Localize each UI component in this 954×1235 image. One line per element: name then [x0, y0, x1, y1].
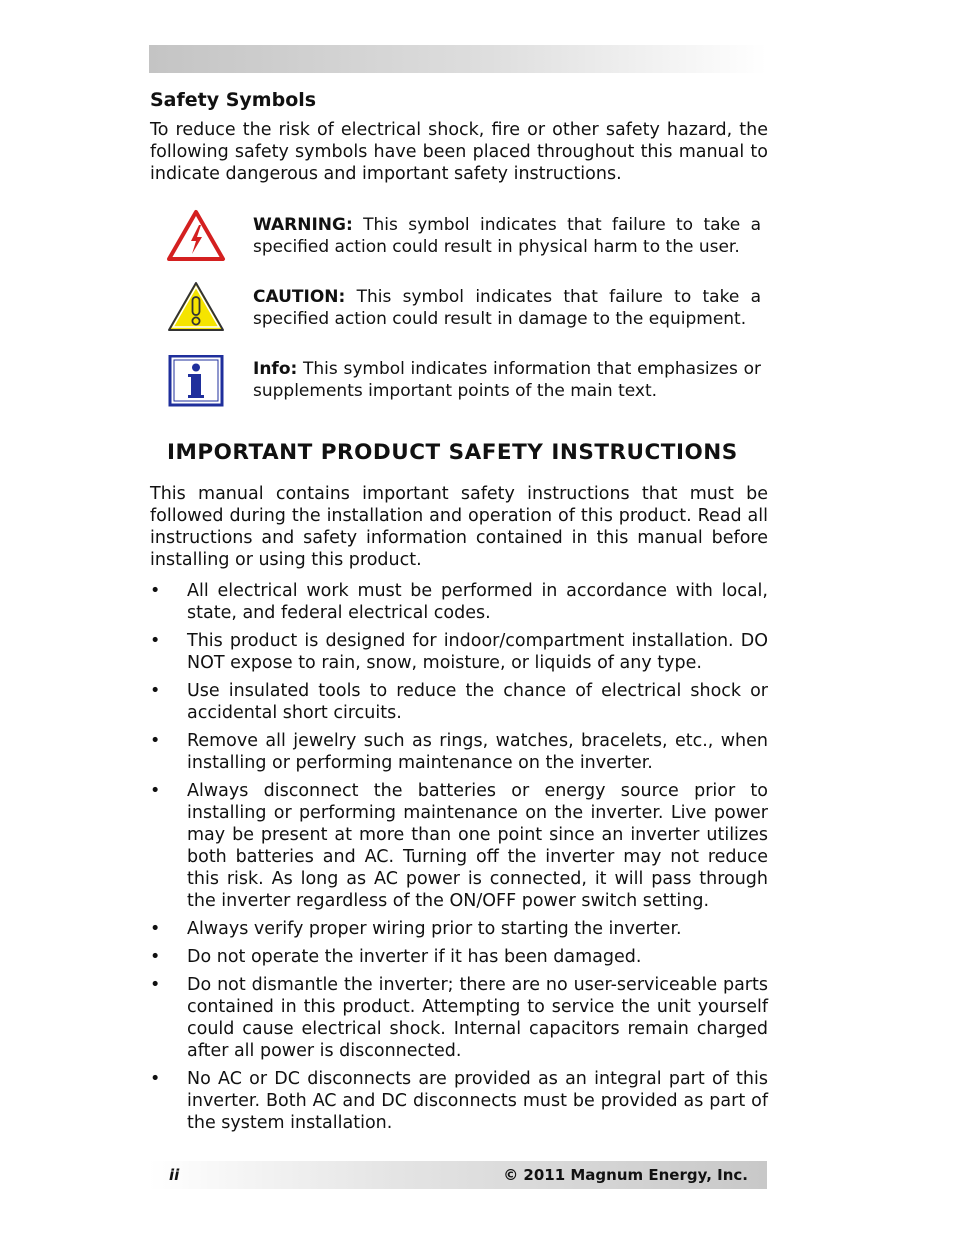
warning-lightning-icon: [166, 209, 226, 261]
info-label: Info:: [253, 359, 298, 379]
bullet-marker: •: [150, 947, 161, 967]
info-icon: [166, 355, 226, 407]
bullet-marker: •: [150, 1069, 161, 1089]
list-item: [150, 974, 768, 1062]
caution-description: [253, 286, 761, 330]
bullet-marker: •: [150, 781, 161, 801]
list-item: [150, 680, 768, 724]
list-item: [150, 918, 768, 940]
bullet-marker: •: [150, 581, 161, 601]
bullet-marker: •: [150, 919, 161, 939]
list-item: [150, 630, 768, 674]
safety-symbols-intro: To reduce the risk of electrical shock, fire or other safety hazard, the following safety symbols have been placed throughout this manual to indicate dangerous and important safety instructions.: [150, 120, 768, 184]
list-item-text: This product is designed for indoor/compartment installation. DO NOT expose to rain, snow, moisture, or liquids of any type.: [187, 631, 768, 673]
warning-description: [253, 214, 761, 258]
list-item-text: Use insulated tools to reduce the chance of electrical shock or accidental short circuits.: [187, 681, 768, 723]
list-item-text: Remove all jewelry such as rings, watches, bracelets, etc., when installing or performing maintenance on the inverter.: [187, 731, 768, 773]
list-item-text: All electrical work must be performed in accordance with local, state, and federal electrical codes.: [187, 581, 768, 623]
list-item: [150, 1068, 768, 1134]
list-item-text: Always disconnect the batteries or energy source prior to installing or performing maintenance on the inverter. Live power may be present at more than one point since an inverter utilizes both batteries and AC. Turning off the inverter may not reduce this risk. As long as AC power is connected, it will pass through the inverter regardless of the ON/OFF power switch setting.: [187, 781, 768, 911]
page-number: ii: [169, 1166, 180, 1184]
list-item-text: Do not dismantle the inverter; there are no user-serviceable parts contained in this product. Attempting to service the unit yourself could cause electrical shock. Internal capacitors remain charged after all power is disconnected.: [187, 975, 768, 1061]
list-item: [150, 780, 768, 912]
info-description: [253, 358, 761, 402]
caution-exclamation-icon: [166, 280, 226, 332]
warning-text: This symbol indicates that failure to take a specified action could result in physical harm to the user.: [253, 215, 761, 257]
list-item: [150, 730, 768, 774]
header-bar: [149, 45, 767, 73]
safety-instructions-heading: IMPORTANT PRODUCT SAFETY INSTRUCTIONS: [167, 440, 738, 465]
info-text: This symbol indicates information that emphasizes or supplements important points of the main text.: [253, 359, 761, 401]
bullet-marker: •: [150, 975, 161, 995]
list-item-text: Do not operate the inverter if it has been damaged.: [187, 947, 642, 967]
list-item: [150, 580, 768, 624]
safety-instructions-intro: This manual contains important safety instructions that must be followed during the installation and operation of this product. Read all instructions and safety information contained in this manual before installing or using this product.: [150, 484, 768, 570]
caution-label: CAUTION:: [253, 287, 346, 307]
list-item: [150, 946, 768, 968]
copyright-notice: © 2011 Magnum Energy, Inc.: [503, 1166, 748, 1184]
bullet-marker: •: [150, 731, 161, 751]
bullet-marker: •: [150, 681, 161, 701]
caution-text: This symbol indicates that failure to take a specified action could result in damage to the equipment.: [253, 287, 761, 329]
warning-label: WARNING:: [253, 215, 353, 235]
bullet-marker: •: [150, 631, 161, 651]
list-item-text: Always verify proper wiring prior to starting the inverter.: [187, 919, 682, 939]
safety-symbols-heading: Safety Symbols: [150, 89, 317, 111]
list-item-text: No AC or DC disconnects are provided as an integral part of this inverter. Both AC and DC disconnects must be provided as part of the system installation.: [187, 1069, 768, 1133]
safety-instructions-list: [150, 580, 768, 1140]
